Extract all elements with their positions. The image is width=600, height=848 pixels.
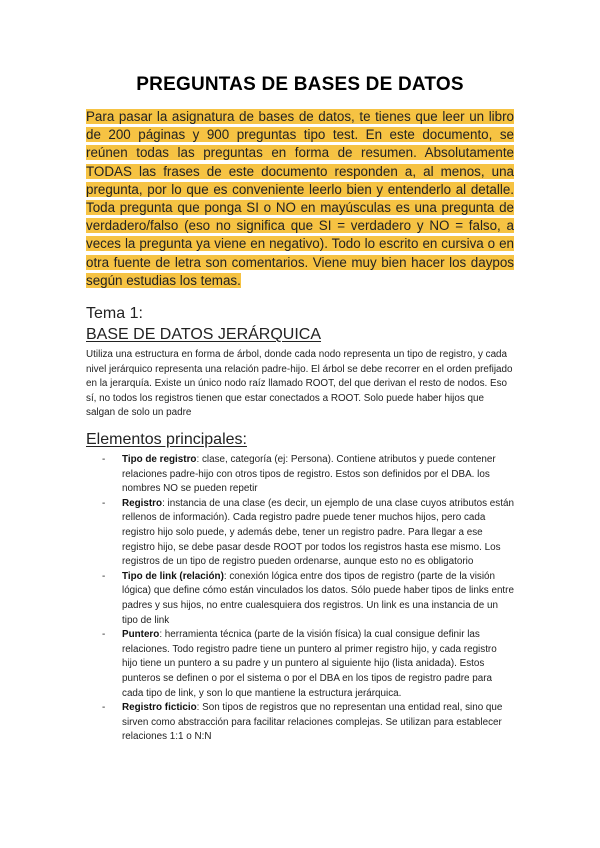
bullet-dash: - bbox=[102, 497, 106, 509]
elements-list bbox=[86, 453, 514, 745]
bullet-dash: - bbox=[102, 570, 106, 582]
item-text: : clase, categoría (ej: Persona). Contiene atributos y puede contener relaciones padre-hijo con otros tipos de registro. Estos son definidos por el DBA. los nombres NO se pueden repetir bbox=[122, 454, 496, 495]
bullet-dash: - bbox=[102, 702, 106, 714]
item-term: Tipo de link (relación) bbox=[122, 570, 224, 582]
item-text: : herramienta técnica (parte de la visión física) la cual consigue definir las relaciones. Todo registro padre tiene un puntero al primer registro hijo, y cada registro hijo tiene un puntero a su padre y un puntero al siguiente hijo (lista anidada). Estos punteros se definen o por el sistema o por el DBA en los tipos de registro padre para cada tipo de link, y son lo que mantiene la estructura jerárquica. bbox=[122, 629, 497, 699]
list-item bbox=[102, 628, 514, 701]
item-term: Registro bbox=[122, 497, 163, 509]
bullet-dash: - bbox=[102, 629, 106, 641]
list-item bbox=[102, 701, 514, 745]
list-item bbox=[102, 497, 514, 570]
section-title: BASE DE DATOS JERÁRQUICA bbox=[86, 326, 322, 344]
section-description: Utiliza una estructura en forma de árbol, donde cada nodo representa un tipo de registro, y cada nivel jerárquico representa una relación padre-hijo. El árbol se debe recorrer en el orden prefijado en la jerarquía. Existe un único nodo raíz llamado ROOT, del que derivan el resto de nodos. Eso sí, no todos los registros tienen que estar conectados a ROOT. Solo puede haber hijos que salgan de solo un padre bbox=[86, 349, 513, 419]
intro-highlight: Para pasar la asignatura de bases de datos, te tienes que leer un libro de 200 páginas y 900 preguntas tipo test. En este documento, se reúnen todas las preguntas en forma de resumen. Absolutamente TODAS las frases de este documento responden a, al menos, una pregunta, por lo que es conveniente leerlo bien y entenderlo al detalle. Toda pregunta que ponga SI o NO en mayúsculas es una pregunta de verdadero/falso (eso no significa que SI = verdadero y NO = falso, a veces la pregunta ya viene en negativo). Todo lo escrito en cursiva o en otra fuente de letra son comentarios. Viene muy bien hacer los daypos según estudias los temas. bbox=[86, 109, 514, 288]
list-item bbox=[102, 453, 514, 497]
list-item bbox=[102, 570, 514, 628]
item-text: : Son tipos de registros que no representan una entidad real, sino que sirven como abstracción para facilitar relaciones complejas. Se utilizan para establecer relaciones 1:1 o N:N bbox=[122, 702, 503, 743]
bullet-dash: - bbox=[102, 454, 106, 465]
item-term: Registro ficticio bbox=[122, 702, 197, 714]
item-term: Puntero bbox=[122, 629, 160, 641]
tema-heading: Tema 1: bbox=[86, 305, 143, 323]
elements-heading: Elementos principales: bbox=[86, 431, 247, 448]
item-text: : instancia de una clase (es decir, un ejemplo de una clase cuyos atributos están rellenos de información). Cada registro padre puede tener muchos hijos, pero cada registro hijo solo puede, y además debe, tener un registro padre. Para llegar a ese registro hijo, se debe pasar desde ROOT por todos los registros hasta ese mismo. Los registros de un tipo de registro pueden ordenarse, aunque esto no es obligatorio bbox=[122, 497, 514, 568]
item-text: : conexión lógica entre dos tipos de registro (parte de la visión lógica) que define cómo están vinculados los datos. Sólo puede haber tipos de links entre padres y sus hijos, no entre cualesquiera dos registros. Un link es una instancia de un tipo de link bbox=[122, 570, 514, 626]
document-title: PREGUNTAS DE BASES DE DATOS bbox=[136, 74, 464, 95]
intro-paragraph bbox=[86, 108, 514, 290]
item-term: Tipo de registro bbox=[122, 454, 197, 465]
